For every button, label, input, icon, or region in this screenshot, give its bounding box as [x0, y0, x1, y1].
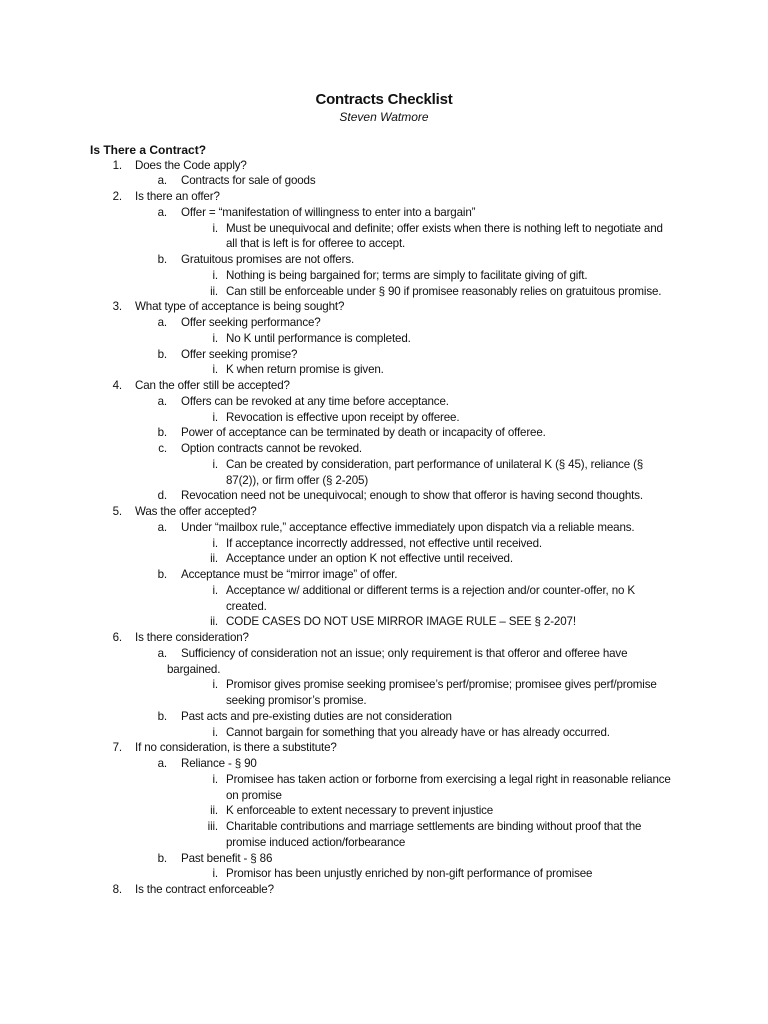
list-marker: a. — [157, 316, 167, 329]
list-marker: 6. — [112, 631, 122, 644]
list-item-text: Promisee has taken action or forborne from exercising a legal right in reasonable reliance — [226, 772, 671, 786]
section-heading: Is There a Contract? — [90, 143, 207, 157]
list-marker: i. — [212, 536, 218, 550]
list-marker: i. — [212, 583, 218, 597]
list-item-text: 87(2)), or firm offer (§ 2-205) — [226, 473, 369, 487]
list-item-text: Gratuitous promises are not offers. — [181, 253, 355, 266]
list-marker: ii. — [210, 804, 218, 818]
list-item-text: Acceptance w/ additional or different terms is a rejection and/or counter-offer, no K — [226, 583, 635, 597]
list-item-text: CODE CASES DO NOT USE MIRROR IMAGE RULE – SEE § 2-207! — [226, 615, 576, 629]
list-item-text: Offer seeking promise? — [181, 347, 298, 361]
list-item-text: promise induced action/forbearance — [226, 835, 406, 849]
list-item-text: Must be unequivocal and definite; offer exists when there is nothing left to negotiate and — [226, 221, 663, 235]
list-marker: i. — [212, 268, 218, 282]
list-marker: i. — [212, 363, 218, 377]
list-marker: a. — [157, 394, 167, 408]
list-item-text: Is there an offer? — [135, 190, 220, 203]
list-marker: a. — [157, 757, 167, 770]
list-marker: b. — [157, 253, 167, 266]
list-marker: iii. — [207, 820, 218, 833]
list-marker: ii. — [210, 284, 218, 298]
list-marker: 4. — [112, 379, 122, 392]
list-item-text: Can be created by consideration, part performance of unilateral K (§ 45), reliance (§ — [226, 457, 644, 471]
list-item-text: No K until performance is completed. — [226, 331, 411, 345]
list-item-text: Promisor gives promise seeking promisee’s perf/promise; promisee gives perf/promise — [226, 678, 657, 692]
list-marker: b. — [157, 347, 167, 361]
list-item-text: Can still be enforceable under § 90 if promisee reasonably relies on gratuitous promise. — [226, 284, 662, 298]
list-marker: 1. — [112, 158, 122, 172]
list-marker: i. — [212, 725, 218, 739]
list-marker: i. — [212, 410, 218, 424]
list-marker: i. — [212, 331, 218, 345]
list-item-text: Is there consideration? — [135, 631, 249, 644]
list-item-text: Can the offer still be accepted? — [135, 379, 290, 392]
list-item-text: all that is left is for offeree to accept. — [226, 237, 406, 251]
list-marker: a. — [157, 205, 167, 219]
list-item-text: Under “mailbox rule,” acceptance effective immediately upon dispatch via a reliable means. — [181, 520, 635, 534]
list-item-text: Revocation need not be unequivocal; enough to show that offeror is having second thoughts. — [181, 489, 643, 503]
list-item-text: created. — [226, 599, 267, 613]
list-item-text: Offer = “manifestation of willingness to enter into a bargain” — [181, 205, 476, 219]
list-item-text: Revocation is effective upon receipt by offeree. — [226, 410, 460, 424]
list-marker: a. — [157, 646, 167, 660]
list-item-text: Does the Code apply? — [135, 158, 247, 172]
list-marker: b. — [157, 851, 167, 865]
list-marker: b. — [157, 568, 167, 581]
list-marker: a. — [157, 174, 167, 188]
list-item-text: K enforceable to extent necessary to prevent injustice — [226, 804, 494, 818]
list-item-text: Power of acceptance can be terminated by death or incapacity of offeree. — [181, 426, 546, 440]
list-item-text: Charitable contributions and marriage settlements are binding without proof that the — [226, 820, 642, 833]
list-marker: 3. — [112, 300, 122, 314]
list-item-text: on promise — [226, 788, 282, 802]
list-item-text: Reliance - § 90 — [181, 757, 257, 770]
list-item-text: bargained. — [167, 662, 221, 676]
list-item-text: Past benefit - § 86 — [181, 851, 273, 865]
list-item-text: Is the contract enforceable? — [135, 883, 274, 896]
list-item-text: If no consideration, is there a substitute? — [135, 741, 337, 755]
list-item-text: Acceptance under an option K not effective until received. — [226, 552, 513, 566]
list-item-text: Past acts and pre-existing duties are not consideration — [181, 709, 452, 723]
list-item-text: Offers can be revoked at any time before acceptance. — [181, 394, 449, 408]
list-item-text: Cannot bargain for something that you already have or has already occurred. — [226, 725, 610, 739]
list-item-text: Promisor has been unjustly enriched by non-gift performance of promisee — [226, 867, 593, 881]
list-item-text: Offer seeking performance? — [181, 316, 321, 329]
list-marker: b. — [157, 709, 167, 723]
list-item-text: Sufficiency of consideration not an issue; only requirement is that offeror and offeree have — [181, 646, 628, 660]
list-marker: ii. — [210, 552, 218, 566]
list-marker: b. — [157, 426, 167, 440]
document-title: Contracts Checklist — [315, 91, 453, 108]
list-marker: 8. — [112, 883, 122, 896]
list-marker: i. — [212, 221, 218, 235]
list-item-text: Nothing is being bargained for; terms are simply to facilitate giving of gift. — [226, 268, 588, 282]
list-marker: i. — [212, 678, 218, 692]
list-item-text: Option contracts cannot be revoked. — [181, 442, 363, 455]
list-item-text: What type of acceptance is being sought? — [135, 300, 345, 314]
list-marker: i. — [212, 457, 218, 471]
list-marker: 5. — [112, 505, 122, 518]
list-marker: d. — [157, 489, 167, 503]
list-item-text: Acceptance must be “mirror image” of offer. — [181, 568, 398, 581]
list-marker: i. — [212, 772, 218, 786]
list-marker: a. — [157, 520, 167, 534]
list-marker: ii. — [210, 615, 218, 629]
list-item-text: Contracts for sale of goods — [181, 174, 316, 188]
list-marker: i. — [212, 867, 218, 881]
list-marker: 7. — [112, 741, 122, 755]
list-item-text: If acceptance incorrectly addressed, not effective until received. — [226, 536, 542, 550]
document-author: Steven Watmore — [339, 110, 429, 124]
list-marker: c. — [158, 442, 167, 455]
list-item-text: K when return promise is given. — [226, 363, 384, 377]
list-item-text: Was the offer accepted? — [135, 505, 257, 518]
list-marker: 2. — [112, 190, 122, 203]
list-item-text: seeking promisor’s promise. — [226, 694, 367, 707]
